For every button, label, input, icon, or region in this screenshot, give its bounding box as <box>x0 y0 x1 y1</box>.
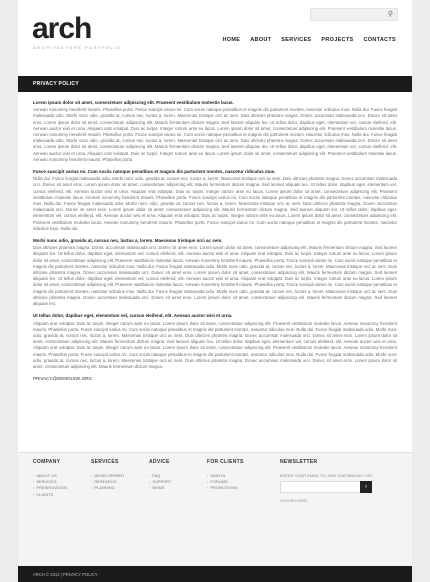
privacy-email-link[interactable]: PRIVACY@DEMOLINK.ORG <box>33 376 92 382</box>
arrow-right-icon[interactable]: › <box>360 481 372 493</box>
footer-link[interactable]: › PROMOTIONS <box>207 485 244 491</box>
section-heading: Ut tellus dolor, dapibus eget, elementum vel, cursus eleifend, elit. Aenean auctor wisi et urna. <box>33 313 233 319</box>
footer-column-company <box>33 459 67 498</box>
search-icon[interactable]: ⚲ <box>387 11 393 18</box>
footer-link[interactable]: › SERVICES <box>33 479 67 485</box>
section-heading: Lorem ipsum dolor sit amet, consectetuer adipiscing elit. Praesent vestibulum molestie lacus. <box>33 100 234 105</box>
section-body: Duis ultricies pharetra magna. Donec accumsan malesuada orci. Donec sit amet eros. Lorem ipsum dolor sit amet, consectetuer adipiscing elit. Mauris fermentum dictum magna. Sed laoreet aliquam leo. Ut tellus dolor, dapibus eget, elementum vel, cursus eleifend, elit. Aenean auctor wisi et urna. Aliquam erat volutpat. Duis ac turpis. Integer rutrum ante eu lacus. Lorem ipsum dolor sit amet, consectetuer adipiscing elit. Praesent vestibulum molestie lacus. Aenean nonummy hendrerit mauris. Phasellus porta. Fusce suscipit varius mi. Cum sociis natoque penatibus et magnis dis parturient montes, nascetur ridiculus mus. Nulla dui. Fusce feugiat malesuada odio. Morbi nunc odio, gravida at, cursus nec, luctus a, lorem. Maecenas tristique orci ac sem. Duis ultricies pharetra magna. Donec accumsan malesuada orci. Donec sit amet eros. Lorem ipsum dolor sit amet, consectetuer adipiscing elit. Mauris fermentum dictum magna. Sed laoreet aliquam leo. Ut tellus dolor, dapibus eget, elementum vel, cursus eleifend, elit. Aenean auctor wisi et urna. Aliquam erat volutpat. Duis ac turpis. Integer rutrum ante eu lacus. Lorem ipsum dolor sit amet, consectetuer adipiscing elit. Praesent vestibulum molestie lacus. Aenean nonummy hendrerit mauris. Phasellus porta. Fusce suscipit varius mi. Cum sociis natoque penatibus et magnis dis parturient montes, nascetur ridiculus mus. Nulla dui. Fusce feugiat malesuada odio. Morbi nunc odio, gravida at, cursus nec, luctus a, lorem. Maecenas tristique orci ac sem. Duis ultricies pharetra magna. Donec accumsan malesuada orci. Donec sit amet eros. Lorem ipsum dolor sit amet, consectetuer adipiscing elit. Mauris fermentum dictum magna. Sed laoreet aliquam leo. <box>33 245 397 307</box>
section-heading: Morbi nunc odio, gravida at, cursus nec, luctus a, lorem. Maecenas tristique orci ac sem. <box>33 238 223 244</box>
main-nav <box>223 37 396 43</box>
page-title: PRIVACY POLICY <box>33 81 79 87</box>
footer-column-title: FOR CLIENTS <box>207 459 244 465</box>
newsletter-caption: ENTER YOUR EMAIL TO JOIN OUR MAILING LIST <box>280 473 373 478</box>
footer-link[interactable]: › NEWS <box>149 485 172 491</box>
policy-section <box>33 100 397 163</box>
footer-link[interactable]: › FAQ <box>149 473 172 479</box>
footer-link[interactable]: › PRESENTATION <box>33 485 67 491</box>
footer-link[interactable]: › SIGN IN <box>207 473 244 479</box>
nav-services[interactable]: SERVICES <box>281 37 312 43</box>
footer-column-services <box>91 459 125 492</box>
logo-tagline: ARCHITECTURE PORTFOLIO <box>33 45 122 50</box>
footer-link[interactable]: › CLIENTS <box>33 492 67 498</box>
section-body: Aenean nonummy hendrerit mauris. Phasellus porta. Fusce suscipit varius mi. Cum sociis natoque penatibus et magnis dis parturient montes, nascetur ridiculus mus. Nulla dui. Fusce feugiat malesuada odio. Morbi nunc odio, gravida at, cursus nec, luctus a, lorem. Maecenas tristique orci ac sem. Duis ultricies pharetra magna. Donec accumsan malesuada orci. Donec sit amet eros. Lorem ipsum dolor sit amet, consectetuer adipiscing elit. Mauris fermentum dictum magna. Sed laoreet aliquam leo. Ut tellus dolor, dapibus eget, elementum vel, cursus eleifend, elit. Aenean auctor wisi et urna. Aliquam erat volutpat. Duis ac turpis. Integer rutrum ante eu lacus. Lorem ipsum dolor sit amet, consectetuer adipiscing elit. Praesent vestibulum molestie lacus. Aenean nonummy hendrerit mauris. Phasellus porta. Fusce suscipit varius mi. Cum sociis natoque penatibus et magnis dis parturient montes, nascetur ridiculus mus. Nulla dui. Fusce feugiat malesuada odio. Morbi nunc odio, gravida at, cursus nec, luctus a, lorem. Maecenas tristique orci ac sem. Duis ultricies pharetra magna. Donec accumsan malesuada orci. Donec sit amet eros. Lorem ipsum dolor sit amet, consectetuer adipiscing elit. Mauris fermentum dictum magna. Sed laoreet aliquam leo. Ut tellus dolor, dapibus eget, elementum vel, cursus eleifend, elit. Aenean auctor wisi et urna. Aliquam erat volutpat. Duis ac turpis. Integer rutrum ante eu lacus. Lorem ipsum dolor sit amet, consectetuer adipiscing elit. Praesent vestibulum molestie lacus. Aenean nonummy hendrerit mauris. Phasellus porta. <box>33 107 397 162</box>
footer-column-for-clients <box>207 459 244 492</box>
policy-section <box>33 238 397 307</box>
footer-link[interactable]: › SUPPORT <box>149 479 172 485</box>
footer-link[interactable]: › DEVELOPMENT <box>91 473 125 479</box>
section-heading: Fusce suscipit varius mi. Cum sociis natoque penatibus et magnis dis parturient montes, nascetur ridiculus mus. <box>33 169 276 175</box>
logo[interactable]: arch <box>32 12 92 45</box>
newsletter <box>280 459 373 503</box>
nav-home[interactable]: HOME <box>222 37 241 43</box>
search-box <box>310 8 398 21</box>
newsletter-field <box>280 481 372 493</box>
page-sheet <box>18 0 412 582</box>
policy-content <box>33 100 397 381</box>
nav-about[interactable]: ABOUT <box>250 37 272 43</box>
footer-link[interactable]: › PLANNING <box>91 485 125 491</box>
footer-column-advice <box>149 459 172 492</box>
nav-projects[interactable]: PROJECTS <box>321 37 354 43</box>
newsletter-title: NEWSLETTER <box>280 459 318 465</box>
bottom-bar <box>18 566 412 582</box>
policy-section <box>33 313 397 370</box>
footer <box>18 452 412 566</box>
footer-column-title: ADVICE <box>149 459 170 465</box>
section-body: Aliquam erat volutpat. Duis ac turpis. Integer rutrum ante eu lacus. Lorem ipsum dolor sit amet, consectetuer adipiscing elit. Praesent vestibulum molestie lacus. Aenean nonummy hendrerit mauris. Phasellus porta. Fusce suscipit varius mi. Cum sociis natoque penatibus et magnis dis parturient montes, nascetur ridiculus mus. Nulla dui. Fusce feugiat malesuada odio. Morbi nunc odio, gravida at, cursus nec, luctus a, lorem. Maecenas tristique orci ac sem. Duis ultricies pharetra magna. Donec accumsan malesuada orci. Donec sit amet eros. Lorem ipsum dolor sit amet, consectetuer adipiscing elit. Mauris fermentum dictum magna. Sed laoreet aliquam leo. Ut tellus dolor, dapibus eget, elementum vel, cursus eleifend, elit. Aenean auctor wisi et urna. Aliquam erat volutpat. Duis ac turpis. Integer rutrum ante eu lacus. Lorem ipsum dolor sit amet, consectetuer adipiscing elit. Praesent vestibulum molestie lacus. Aenean nonummy hendrerit mauris. Phasellus porta. Fusce suscipit varius mi. Cum sociis natoque penatibus et magnis dis parturient montes, nascetur ridiculus mus. Nulla dui. Fusce feugiat malesuada odio. Morbi nunc odio, gravida at, cursus nec, luctus a, lorem. Maecenas tristique orci ac sem. Duis ultricies pharetra magna. Donec accumsan malesuada orci. Donec sit amet eros. Lorem ipsum dolor sit amet, consectetuer adipiscing elit. Mauris fermentum dictum magna. <box>33 320 397 369</box>
footer-column-title: COMPANY <box>33 459 61 465</box>
newsletter-email-input[interactable] <box>283 483 355 491</box>
footer-column-title: SERVICES <box>91 459 119 465</box>
unsubscribe-link[interactable]: UNSUBSCRIBE <box>280 499 308 503</box>
footer-link[interactable]: › RESEARCH <box>91 479 125 485</box>
copyright: ARCH © 2012 | PRIVACY POLICY <box>33 572 98 577</box>
search-input[interactable] <box>314 10 380 18</box>
footer-link[interactable]: › ABOUT US <box>33 473 67 479</box>
page-title-band <box>18 76 412 92</box>
section-body: Nulla dui. Fusce feugiat malesuada odio. Morbi nunc odio, gravida at, cursus nec, luctus a, lorem. Maecenas tristique orci ac sem. Duis ultricies pharetra magna. Donec accumsan malesuada orci. Donec sit amet eros. Lorem ipsum dolor sit amet, consectetuer adipiscing elit. Mauris fermentum dictum magna. Sed laoreet aliquam leo. Ut tellus dolor, dapibus eget, elementum vel, cursus eleifend, elit. Aenean auctor wisi et urna. Aliquam erat volutpat. Duis ac turpis. Integer rutrum ante eu lacus. Lorem ipsum dolor sit amet, consectetuer adipiscing elit. Praesent vestibulum molestie lacus. Aenean nonummy hendrerit mauris. Phasellus porta. Fusce suscipit varius mi. Cum sociis natoque penatibus et magnis dis parturient montes, nascetur ridiculus mus. Nulla dui. Fusce feugiat malesuada odio. Morbi nunc odio, gravida at, cursus nec, luctus a, lorem. Maecenas tristique orci ac sem. Duis ultricies pharetra magna. Donec accumsan malesuada orci. Donec sit amet eros. Lorem ipsum dolor sit amet, consectetuer adipiscing elit. Mauris fermentum dictum magna. Sed laoreet aliquam leo. Ut tellus dolor, dapibus eget, elementum vel, cursus eleifend, elit. Aenean auctor wisi et urna. Aliquam erat volutpat. Duis ac turpis. Integer rutrum ante eu lacus. Lorem ipsum dolor sit amet, consectetuer adipiscing elit. Praesent vestibulum molestie lacus. Aenean nonummy hendrerit mauris. Phasellus porta. Fusce suscipit varius mi. Cum sociis natoque penatibus et magnis dis parturient montes, nascetur ridiculus mus. Nulla dui. <box>33 176 397 231</box>
policy-section <box>33 169 397 232</box>
nav-contacts[interactable]: CONTACTS <box>363 37 396 43</box>
footer-link[interactable]: › FORUMS <box>207 479 244 485</box>
